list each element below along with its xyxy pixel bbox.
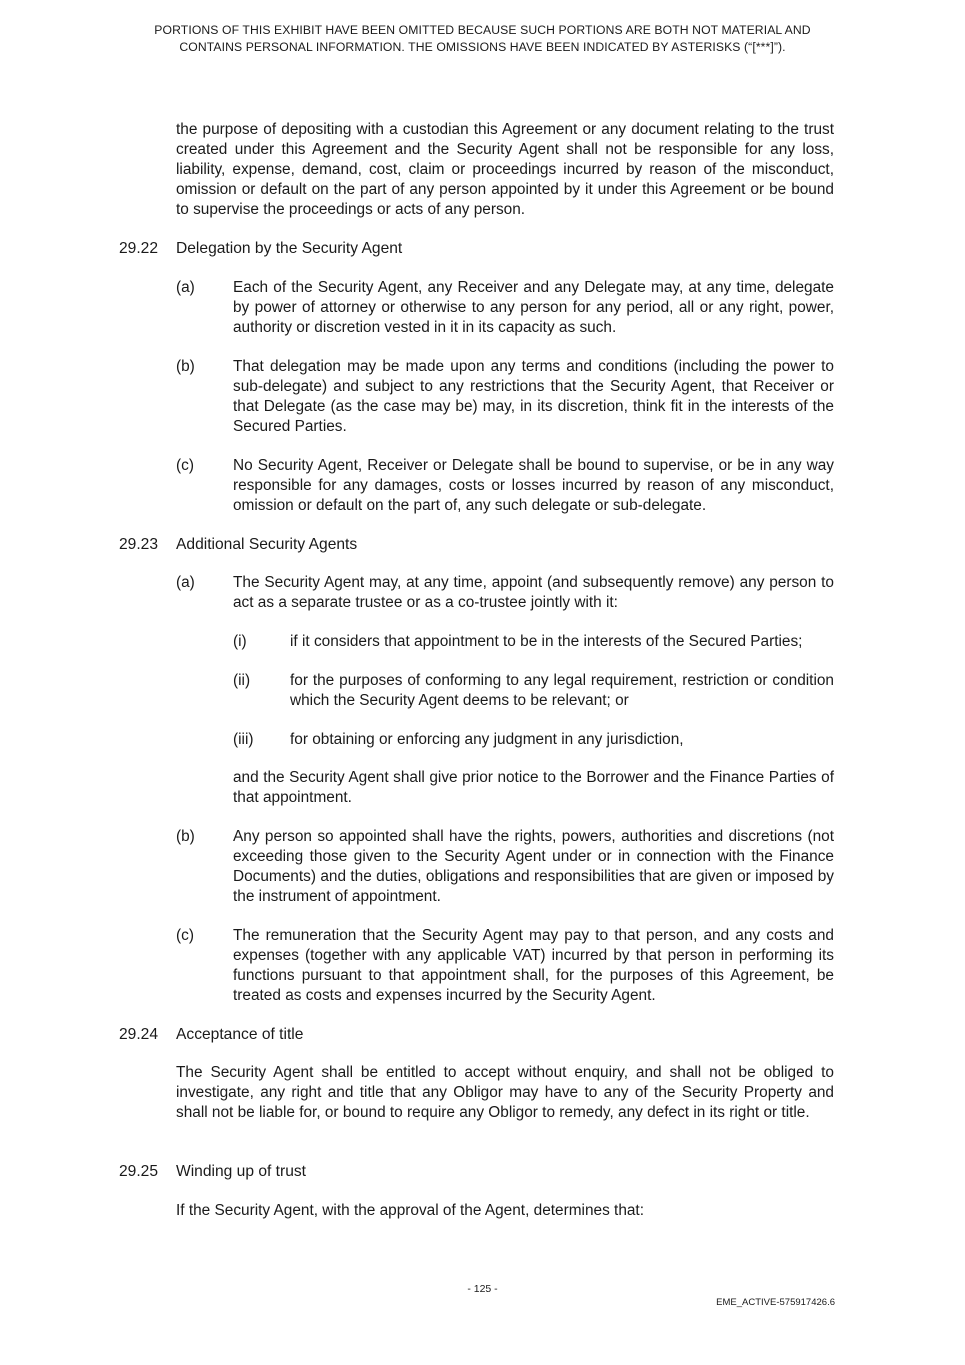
section-number: 29.22 [119,240,159,257]
clause-label: (i) [233,633,247,650]
clause-29-23-a-tail: and the Security Agent shall give prior notice to the Borrower and the Finance Parties of that appointment. [233,769,834,806]
omission-notice-line-1: PORTIONS OF THIS EXHIBIT HAVE BEEN OMITTED BECAUSE SUCH PORTIONS ARE BOTH NOT MATERIAL AND [154,23,811,37]
clause-label: (b) [176,358,195,375]
clause-text: No Security Agent, Receiver or Delegate shall be bound to supervise, or be in any way responsible for any damages, costs or losses incurred by reason of any misconduct, omission or default on the part of, any such delegate or sub-delegate. [233,457,834,514]
clause-text: Each of the Security Agent, any Receiver and any Delegate may, at any time, delegate by power of attorney or otherwise to any person for any period, all or any right, power, authority or discretion vested in it in its capacity as such. [233,279,834,336]
clause-label: (a) [176,574,195,591]
clause-label: (a) [176,279,195,296]
clause-text: for obtaining or enforcing any judgment in any jurisdiction, [290,731,684,748]
section-number: 29.23 [119,536,159,553]
continuation-paragraph: the purpose of depositing with a custodian this Agreement or any document relating to the trust created under this Agreement and the Security Agent shall not be responsible for any loss, liability, expense, demand, cost, claim or proceedings incurred by reason of the misconduct, omission or default on the part of any person appointed by it under this Agreement or be bound to supervise the proceedings or acts of any person. [176,121,834,218]
clause-label: (iii) [233,731,254,748]
section-number: 29.24 [119,1026,159,1043]
clause-text: The Security Agent may, at any time, appoint (and subsequently remove) any person to act as a separate trustee or as a co-trustee jointly with it: [233,574,834,611]
section-29-24-text: The Security Agent shall be entitled to accept without enquiry, and shall not be obliged to investigate, any right and title that any Obligor may have to any of the Security Property and shall not be liable for, or bound to require any Obligor to remedy, any defect in its right or title. [176,1064,834,1121]
document-reference: EME_ACTIVE-575917426.6 [716,1297,835,1308]
clause-text: The remuneration that the Security Agent may pay to that person, and any costs and expenses (together with any applicable VAT) incurred by that person in performing its functions pursuant to that appointment shall, for the purposes of this Agreement, be treated as costs and expenses incurred by the Security Agent. [233,927,834,1004]
clause-text: for the purposes of conforming to any legal requirement, restriction or condition which the Security Agent deems to be relevant; or [290,672,834,709]
section-29-25-text: If the Security Agent, with the approval of the Agent, determines that: [176,1202,644,1219]
page-number: - 125 - [467,1283,498,1295]
section-number: 29.25 [119,1163,159,1180]
section-title: Delegation by the Security Agent [176,240,403,257]
clause-label: (c) [176,457,194,474]
section-title: Acceptance of title [176,1026,304,1043]
clause-label: (b) [176,828,195,845]
clause-label: (ii) [233,672,251,689]
clause-text: if it considers that appointment to be in the interests of the Secured Parties; [290,633,803,650]
omission-notice [100,22,865,56]
section-title: Winding up of trust [176,1163,307,1180]
clause-label: (c) [176,927,194,944]
clause-text: That delegation may be made upon any terms and conditions (including the power to sub-delegate) and subject to any restrictions that the Security Agent, that Receiver or that Delegate (as the case may be) may, in its discretion, think fit in the interests of the Secured Parties. [233,358,834,435]
omission-notice-line-2: CONTAINS PERSONAL INFORMATION. THE OMISSIONS HAVE BEEN INDICATED BY ASTERISKS (“[***]”). [179,40,786,54]
section-title: Additional Security Agents [176,536,358,553]
clause-text: Any person so appointed shall have the rights, powers, authorities and discretions (not exceeding those given to the Security Agent under or in connection with the Finance Documents) and the duties, obligations and responsibilities that are given or imposed by the instrument of appointment. [233,828,834,905]
